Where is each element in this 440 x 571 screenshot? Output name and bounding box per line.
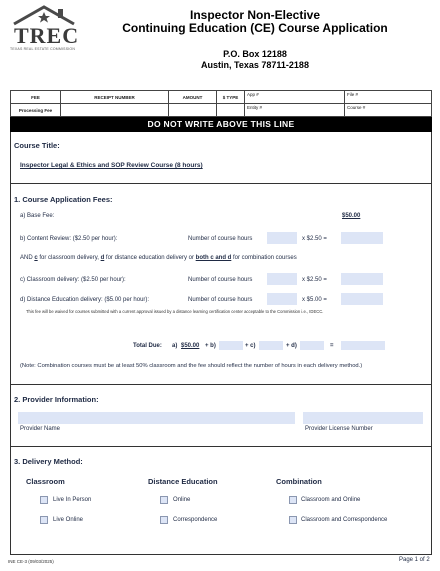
star-icon [38, 12, 50, 23]
total-due-label: Total Due: [133, 343, 162, 349]
provider-name-input[interactable] [18, 412, 295, 424]
and-instruction: AND c for classroom delivery, d for distance education delivery or both c and d for combination courses [20, 255, 297, 261]
logo-subtitle: TEXAS REAL ESTATE COMMISSION [10, 47, 76, 51]
total-a-label: a) [172, 343, 178, 349]
office-blank-cell [169, 104, 217, 117]
office-use-table [10, 90, 432, 117]
section-divider [10, 446, 432, 447]
provider-heading: 2. Provider Information: [14, 395, 99, 404]
total-b-label: + b) [205, 343, 216, 349]
total-due-input[interactable] [341, 341, 385, 350]
correspondence-checkbox[interactable] [160, 516, 168, 524]
fees-heading: 1. Course Application Fees: [14, 195, 113, 204]
app-number-cell: App # [245, 91, 345, 104]
course-title-value[interactable]: Inspector Legal & Ethics and SOP Review Course (8 hours) [20, 162, 203, 169]
form-title-line1: Inspector Non-Elective [189, 8, 321, 22]
content-hours-label: Number of course hours [188, 236, 253, 242]
classroom-online-checkbox[interactable] [289, 496, 297, 504]
online-label: Online [173, 497, 191, 503]
distance-hours-input[interactable] [267, 293, 297, 305]
provider-license-label: Provider License Number [305, 426, 373, 432]
distance-column-heading: Distance Education [148, 477, 218, 486]
live-in-person-label: Live In Person [53, 497, 92, 503]
logo-text: TREC [14, 23, 80, 48]
classroom-correspondence-checkbox[interactable] [289, 516, 297, 524]
address-line1: P.O. Box 12188 [223, 49, 287, 59]
form-id: INE CE-3 (09/03/2025) [8, 559, 54, 564]
content-total-input[interactable] [341, 232, 383, 244]
content-rate-label: x $2.50 = [302, 236, 327, 242]
provider-name-label: Provider Name [20, 426, 61, 432]
total-a-value: $50.00 [181, 343, 200, 349]
online-checkbox[interactable] [160, 496, 168, 504]
live-online-checkbox[interactable] [40, 516, 48, 524]
correspondence-label: Correspondence [173, 517, 218, 523]
total-b-input[interactable] [219, 341, 243, 350]
waiver-note: This fee will be waived for courses submitted with a current approval issued by a distance learning certification center acceptable to the Commission i.e., IDECC. [26, 309, 324, 314]
delivery-heading: 3. Delivery Method: [14, 457, 83, 466]
form-title-line2: Continuing Education (CE) Course Application [122, 21, 388, 35]
page-number: Page 1 of 2 [399, 557, 430, 563]
classroom-correspondence-label: Classroom and Correspondence [301, 517, 388, 523]
office-blank-cell [217, 104, 245, 117]
live-online-label: Live Online [53, 517, 84, 523]
address-line2: Austin, Texas 78711-2188 [201, 60, 309, 70]
form-bottom-border [10, 554, 432, 555]
content-hours-input[interactable] [267, 232, 297, 244]
do-not-write-banner: DO NOT WRITE ABOVE THIS LINE [10, 117, 432, 132]
classroom-hours-label: Number of course hours [188, 277, 253, 283]
distance-total-input[interactable] [341, 293, 383, 305]
course-title-label: Course Title: [14, 141, 60, 150]
total-d-input[interactable] [300, 341, 324, 350]
base-fee-value: $50.00 [342, 213, 361, 219]
distance-rate-label: x $5.00 = [302, 297, 327, 303]
classroom-rate-label: x $2.50 = [302, 277, 327, 283]
office-blank-cell [61, 104, 169, 117]
entity-number-cell: Entity # [245, 104, 345, 117]
type-header: $ TYPE [217, 91, 245, 104]
section-divider [10, 183, 432, 184]
receipt-number-header: RECEIPT NUMBER [61, 91, 169, 104]
content-review-label: b) Content Review: ($2.50 per hour): [20, 236, 118, 242]
total-c-label: + c) [245, 343, 256, 349]
live-in-person-checkbox[interactable] [40, 496, 48, 504]
classroom-column-heading: Classroom [26, 477, 65, 486]
amount-header: AMOUNT [169, 91, 217, 104]
section-divider [10, 384, 432, 385]
combination-column-heading: Combination [276, 477, 322, 486]
combination-note: (Note: Combination courses must be at least 50% classroom and the fee should reflect the number of hours in each delivery method.) [20, 363, 363, 369]
distance-delivery-label: d) Distance Education delivery: ($5.00 per hour): [20, 297, 150, 303]
processing-fee-cell: Processing Fee [11, 104, 61, 117]
total-equals: = [330, 343, 334, 349]
classroom-hours-input[interactable] [267, 273, 297, 285]
course-number-cell: Course # [345, 104, 432, 117]
fee-header: FEE [11, 91, 61, 104]
base-fee-label: a) Base Fee: [20, 213, 55, 219]
provider-license-input[interactable] [303, 412, 423, 424]
distance-hours-label: Number of course hours [188, 297, 253, 303]
classroom-online-label: Classroom and Online [301, 497, 361, 503]
classroom-total-input[interactable] [341, 273, 383, 285]
classroom-delivery-label: c) Classroom delivery: ($2.50 per hour): [20, 277, 126, 283]
total-d-label: + d) [286, 343, 297, 349]
total-c-input[interactable] [259, 341, 283, 350]
file-number-cell: File # [345, 91, 432, 104]
